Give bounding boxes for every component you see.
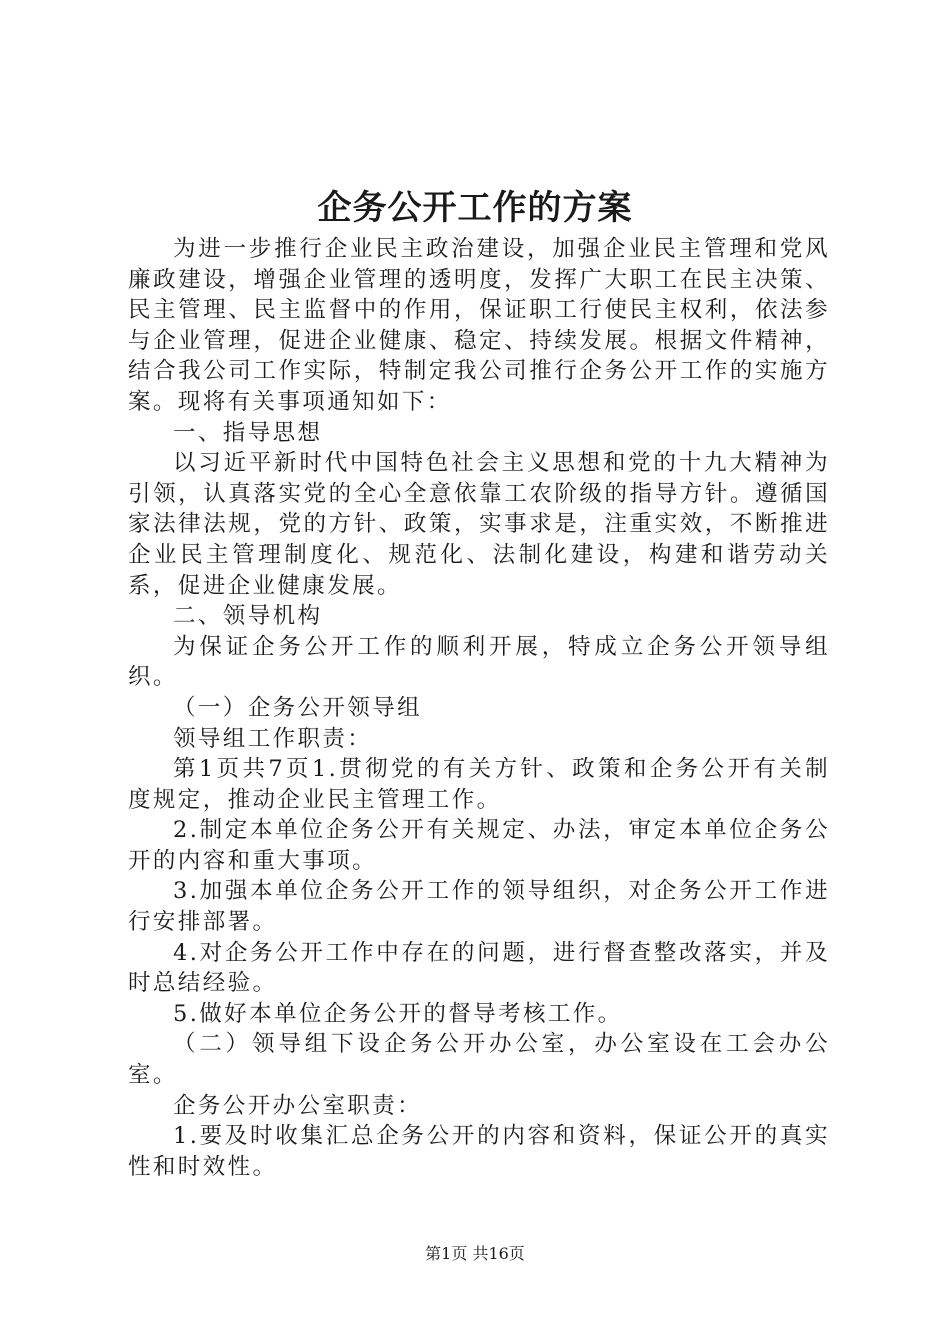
paragraph-leadership: 为保证企务公开工作的顺利开展，特成立企务公开领导组织。 xyxy=(128,633,830,691)
paragraph-guiding-ideology: 以习近平新时代中国特色社会主义思想和党的十九大精神为引领，认真落实党的全心全意依靠工农阶级的指导方针。遵循国家法律法规，党的方针、政策，实事求是，注重实效，不断推进企业民主管理制度化、规范化、法制化建设，构建和谐劳动关系，促进企业健康发展。 xyxy=(128,450,830,599)
list-item-office-duty-1: 1.要及时收集汇总企务公开的内容和资料，保证公开的真实性和时效性。 xyxy=(128,1123,830,1180)
list-item-duty-1: 第1页共7页1.贯彻党的有关方针、政策和企务公开有关制度规定，推动企业民主管理工作。 xyxy=(128,756,830,813)
page-footer: 第1页 共16页 xyxy=(425,1244,525,1263)
section-heading-guiding-ideology: 一、指导思想 xyxy=(173,419,323,446)
list-item-duty-3: 3.加强本单位企务公开工作的领导组织，对企务公开工作进行安排部署。 xyxy=(128,878,830,936)
list-item-duty-4: 4.对企务公开工作中存在的问题，进行督查整改落实，并及时总结经验。 xyxy=(128,939,830,997)
paragraph-intro: 为进一步推行企业民主政治建设，加强企业民主管理和党风廉政建设，增强企业管理的透明度，发挥广大职工在民主决策、民主管理、民主监督中的作用，保证职工行使民主权利，依法参与企业管理，促进企业健康、稳定、持续发展。根据文件精神，结合我公司工作实际，特制定我公司推行企务公开工作的实施方案。现将有关事项通知如下： xyxy=(128,236,830,415)
section-heading-leadership: 二、领导机构 xyxy=(173,603,323,630)
paragraph-office-duties-label: 企务公开办公室职责： xyxy=(173,1092,423,1119)
subsection-heading-office: （二）领导组下设企务公开办公室，办公室设在工会办公室。 xyxy=(128,1031,830,1089)
document-body xyxy=(128,234,830,1182)
paragraph-group-duties-label: 领导组工作职责： xyxy=(173,725,373,752)
list-item-duty-2: 2.制定本单位企务公开有关规定、办法，审定本单位企务公开的内容和重大事项。 xyxy=(128,817,830,874)
document-title: 企务公开工作的方案 xyxy=(317,188,633,228)
list-item-duty-5: 5.做好本单位企务公开的督导考核工作。 xyxy=(173,1000,623,1027)
subsection-heading-leading-group: （一）企务公开领导组 xyxy=(173,694,423,721)
